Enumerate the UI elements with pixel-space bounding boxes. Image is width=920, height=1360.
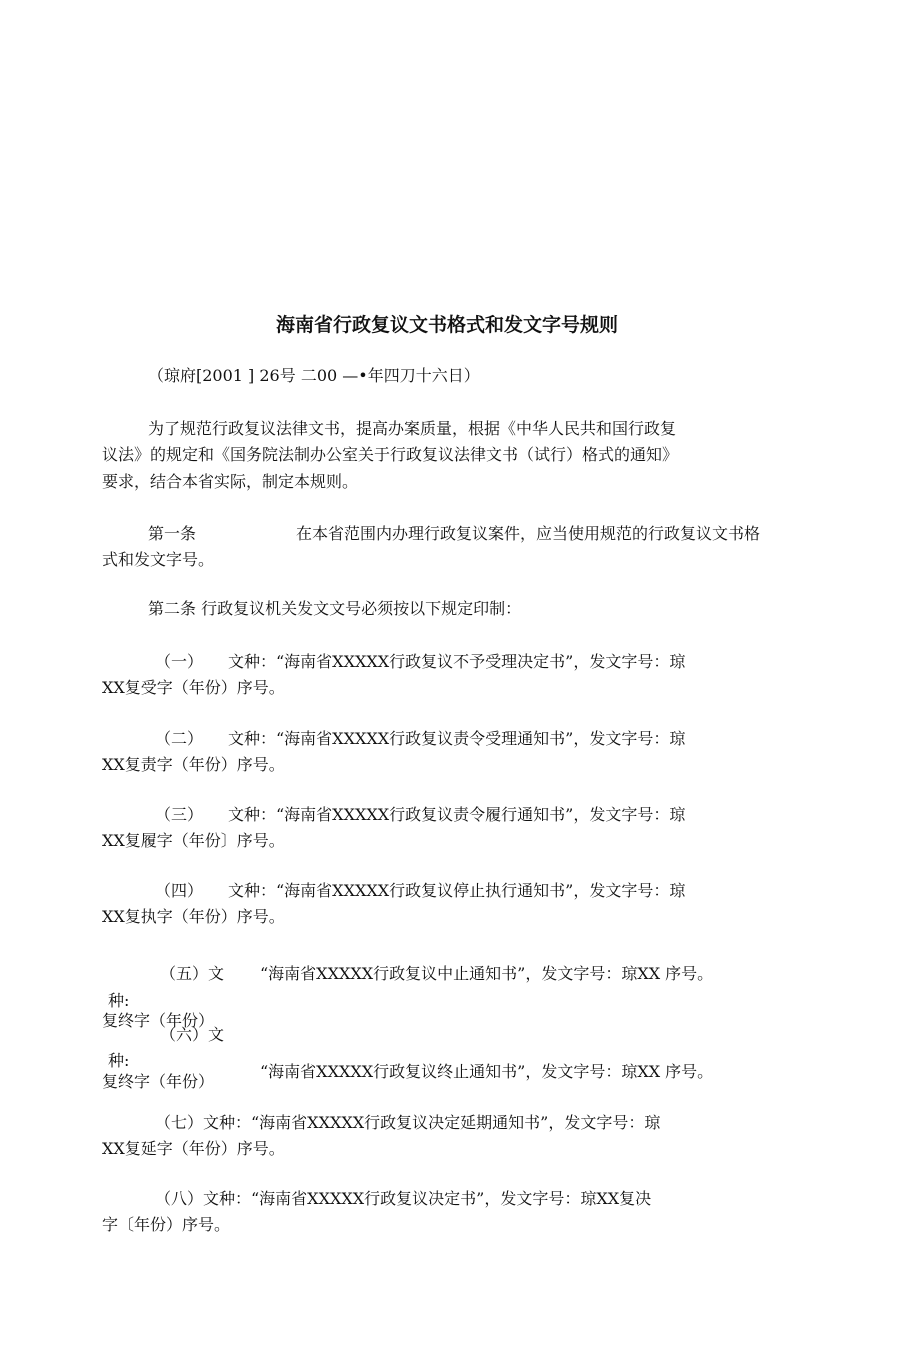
item-6-overflow-clip — [102, 1072, 242, 1091]
item-1-line-2: XX复受字（年份）序号。 — [102, 678, 285, 697]
item-3-line-2: XX复履字（年份〕序号。 — [102, 831, 285, 850]
item-6-kind: 种: — [108, 1051, 130, 1070]
item-7-line-1: （七）文种：“海南省XXXXX行政复议决定延期通知书”，发文字号：琼 — [155, 1113, 661, 1132]
item-5-garbled-text: 复终字（年份） — [102, 1011, 215, 1030]
item-8-line-2: 字〔年份）序号。 — [102, 1215, 231, 1234]
document-source: （琼府[2001 ] 26号 二00 —•年四刀十六日） — [148, 366, 480, 385]
preamble-line-1: 为了规范行政复议法律文书，提高办案质量，根据《中华人民共和国行政复 — [148, 419, 677, 438]
item-7-line-2: XX复延字（年份）序号。 — [102, 1139, 285, 1158]
item-6-body: “海南省XXXXX行政复议终止通知书”，发文字号：琼XX 序号。 — [260, 1062, 714, 1081]
item-1-number: （一） — [155, 652, 204, 671]
preamble-line-3: 要求，结合本省实际，制定本规则。 — [102, 472, 359, 491]
item-3-line-1: 文种：“海南省XXXXX行政复议责令履行通知书”，发文字号：琼 — [228, 805, 686, 824]
page-title: 海南省行政复议文书格式和发文字号规则 — [276, 314, 619, 336]
item-4-line-2: XX复执字（年份）序号。 — [102, 907, 285, 926]
item-6-garbled-text: 复终字（年份） — [102, 1072, 215, 1091]
article-1-line-2: 式和发文字号。 — [102, 550, 215, 569]
item-5-body: “海南省XXXXX行政复议中止通知书”，发文字号：琼XX 序号。 — [260, 964, 714, 983]
item-4-number: （四） — [155, 881, 204, 900]
item-3-number: （三） — [155, 805, 204, 824]
item-5-number: （五）文 — [160, 964, 225, 983]
preamble-line-2: 议法》的规定和《国务院法制办公室关于行政复议法律文书（试行）格式的通知》 — [102, 445, 679, 464]
item-5-kind: 种: — [108, 991, 130, 1010]
item-2-line-2: XX复责字（年份）序号。 — [102, 755, 285, 774]
article-1-line-1: 在本省范围内办理行政复议案件，应当使用规范的行政复议文书格 — [296, 524, 761, 543]
item-5-overflow-clip — [102, 1011, 242, 1030]
item-6-number: （六）文 — [160, 1025, 225, 1044]
item-8-line-1: （八）文种：“海南省XXXXX行政复议决定书”，发文字号：琼XX复决 — [155, 1189, 652, 1208]
item-1-line-1: 文种：“海南省XXXXX行政复议不予受理决定书”，发文字号：琼 — [228, 652, 686, 671]
item-2-number: （二） — [155, 729, 204, 748]
item-4-line-1: 文种：“海南省XXXXX行政复议停止执行通知书”，发文字号：琼 — [228, 881, 686, 900]
article-2: 第二条 行政复议机关发文文号必须按以下规定印制： — [148, 599, 522, 618]
article-1-label: 第一条 — [148, 524, 197, 543]
item-2-line-1: 文种：“海南省XXXXX行政复议责令受理通知书”，发文字号：琼 — [228, 729, 686, 748]
